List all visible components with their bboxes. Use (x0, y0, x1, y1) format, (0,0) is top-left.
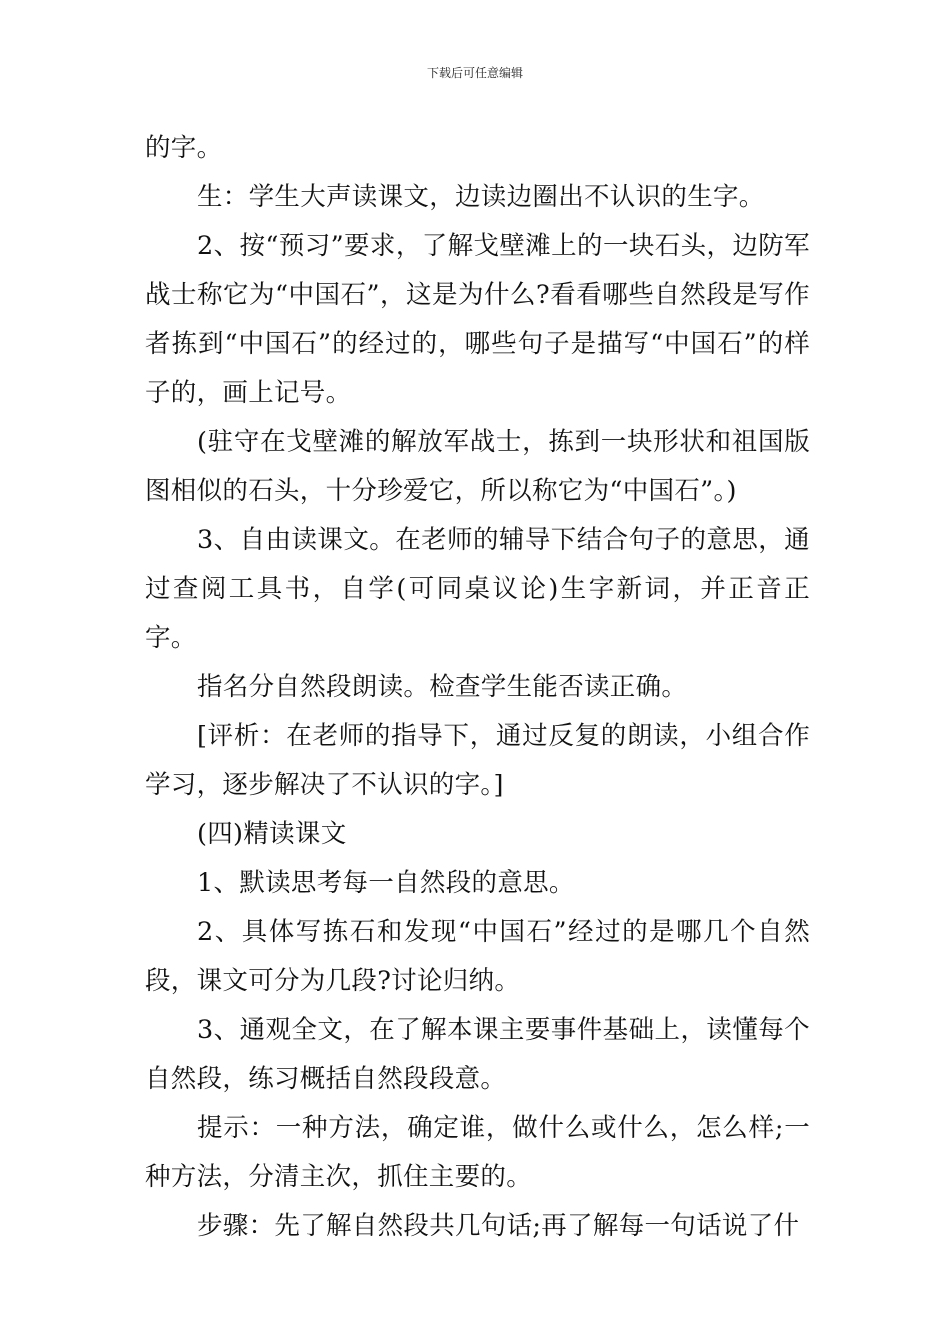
paragraph: 3、通观全文，在了解本课主要事件基础上，读懂每个自然段，练习概括自然段段意。 (145, 1015, 810, 1094)
paragraph: (驻守在戈壁滩的解放军战士，拣到一块形状和祖国版图相似的石头，十分珍爱它，所以称它为“中国石”。) (145, 427, 810, 506)
paragraph: 步骤：先了解自然段共几句话;再了解每一句话说了什 (197, 1211, 800, 1241)
paragraph: 的字。 (145, 133, 223, 163)
paragraph: 指名分自然段朗读。检查学生能否读正确。 (197, 672, 688, 702)
paragraph: 2、具体写拣石和发现“中国石”经过的是哪几个自然段，课文可分为几段?讨论归纳。 (145, 917, 810, 996)
paragraph: 1、默读思考每一自然段的意思。 (197, 868, 575, 898)
paragraph: [评析：在老师的指导下，通过反复的朗读，小组合作学习，逐步解决了不认识的字。] (145, 721, 810, 800)
paragraph: 提示：一种方法，确定谁，做什么或什么，怎么样;一种方法，分清主次，抓住主要的。 (145, 1113, 810, 1192)
section-heading: (四)精读课文 (197, 819, 347, 849)
document-body (145, 124, 810, 1251)
paragraph: 3、自由读课文。在老师的辅导下结合句子的意思，通过查阅工具书，自学(可同桌议论)生字新词，并正音正字。 (145, 525, 810, 653)
paragraph: 2、按“预习”要求，了解戈壁滩上的一块石头，边防军战士称它为“中国石”，这是为什么?看看哪些自然段是写作者拣到“中国石”的经过的，哪些句子是描写“中国石”的样子的，画上记号。 (145, 231, 810, 408)
paragraph: 生：学生大声读课文，边读边圈出不认识的生字。 (197, 182, 765, 212)
page-header: 下载后可任意编辑 (426, 66, 523, 80)
